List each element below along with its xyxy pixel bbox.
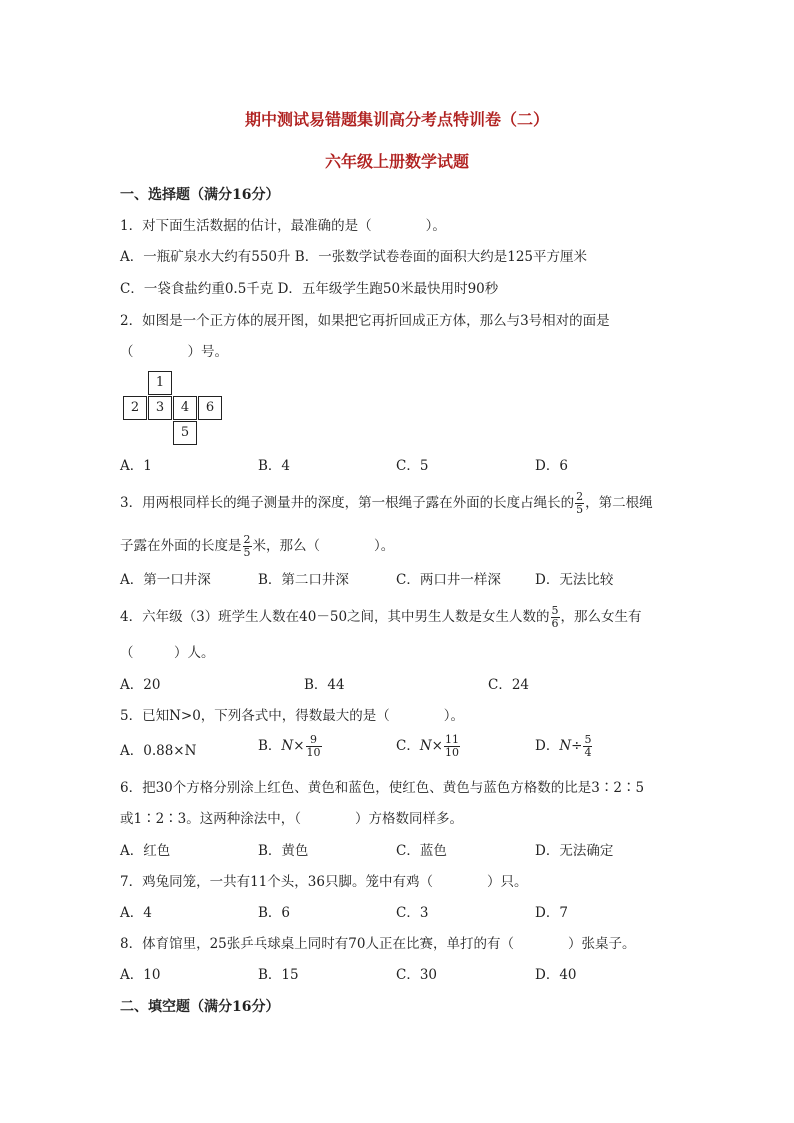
question-2-option-c: C．5	[396, 458, 429, 474]
question-1-options-ab: A．一瓶矿泉水大约有550升 B．一张数学试卷卷面的面积大约是125平方厘米	[120, 249, 587, 265]
question-2-stem-line2: （ ）号。	[120, 344, 228, 360]
cube-net-face: 5	[173, 421, 197, 445]
question-3-option-b: B．第二口井深	[258, 572, 349, 588]
fraction: $\frac{9}{10}$	[306, 733, 321, 759]
fraction: $\frac{5}{4}$	[584, 733, 592, 759]
question-5-option-c: C．N× $\frac{11}{10}$	[396, 733, 459, 759]
question-1-options-cd: C．一袋食盐约重0.5千克 D．五年级学生跑50米最快用时90秒	[120, 281, 499, 297]
fraction: $\frac{2}{5}$	[576, 490, 584, 516]
cube-net-face: 4	[173, 396, 197, 420]
question-2-stem: 2．如图是一个正方体的展开图，如果把它再折回成正方体，那么与3号相对的面是	[120, 313, 610, 329]
question-7-option-a: A．4	[120, 905, 152, 921]
question-8-stem: 8．体育馆里，25张乒乓球桌上同时有70人正在比赛，单打的有（ ）张桌子。	[120, 936, 636, 952]
question-6-stem: 6．把30个方格分别涂上红色、黄色和蓝色，使红色、黄色与蓝色方格数的比是3∶2∶5	[120, 780, 645, 796]
question-7-option-d: D．7	[535, 905, 568, 921]
question-3-stem-part1: 3．用两根同样长的绳子测量井的深度，第一根绳子露在外面的长度占绳长的	[120, 495, 575, 511]
question-2-option-b: B．4	[258, 458, 291, 474]
question-3-stem	[120, 491, 653, 516]
question-2-option-a: A．1	[120, 458, 152, 474]
cube-net-face: 3	[148, 396, 172, 420]
question-7-option-b: B．6	[258, 905, 291, 921]
question-4-option-c: C．24	[488, 677, 530, 693]
question-4-stem: 4．六年级（3）班学生人数在40－50之间，其中男生人数是女生人数的 $\frac{5}{6}$ ，那么女生有	[120, 604, 642, 630]
fraction: $\frac{2}{5}$	[243, 533, 251, 559]
question-7-stem: 7．鸡兔同笼，一共有11个头，36只脚。笼中有鸡（ ）只。	[120, 874, 528, 890]
question-8-option-c: C．30	[396, 967, 438, 983]
question-6-stem-line2: 或1∶2∶3。这两种涂法中，（ ）方格数同样多。	[120, 811, 464, 827]
question-1-stem: 1．对下面生活数据的估计，最准确的是（ ）。	[120, 218, 446, 234]
section-heading-choice: 一、选择题（满分16分）	[120, 187, 280, 203]
question-4-option-b: B．44	[304, 677, 345, 693]
question-7-option-c: C．3	[396, 905, 429, 921]
cube-net-face: 2	[123, 396, 147, 420]
question-6-option-b: B．黄色	[258, 843, 309, 859]
cube-net-face: 1	[148, 371, 172, 395]
question-4-option-a: A．20	[120, 677, 161, 693]
question-5-option-b: B．N× $\frac{9}{10}$	[258, 733, 321, 759]
question-5-stem: 5．已知N>0，下列各式中，得数最大的是（ ）。	[120, 708, 465, 724]
question-3-option-d: D．无法比较	[535, 572, 614, 588]
question-3-stem-line2: 子露在外面的长度是 $\frac{2}{5}$ 米，那么（ ）。	[120, 533, 395, 559]
fraction: $\frac{5}{6}$	[551, 604, 559, 630]
question-5-option-d: D．N÷ $\frac{5}{4}$	[535, 733, 592, 759]
exam-subtitle: 六年级上册数学试题	[324, 152, 469, 171]
question-2-option-d: D．6	[535, 458, 568, 474]
fraction: $\frac{11}{10}$	[444, 733, 459, 759]
question-5-option-a: A．0.88×N	[120, 743, 197, 759]
question-3-option-c: C．两口井一样深	[396, 572, 501, 588]
cube-net-face: 6	[198, 396, 222, 420]
question-8-option-b: B．15	[258, 967, 299, 983]
question-6-option-d: D．无法确定	[535, 843, 614, 859]
question-8-option-d: D．40	[535, 967, 577, 983]
question-6-option-a: A．红色	[120, 843, 171, 859]
question-8-option-a: A．10	[120, 967, 161, 983]
question-6-option-c: C．蓝色	[396, 843, 447, 859]
section-heading-fill: 二、填空题（满分16分）	[120, 999, 280, 1015]
question-4-stem-line2: （ ）人。	[120, 645, 215, 661]
question-3-stem-part2: ，第二根绳	[585, 495, 653, 511]
exam-title: 期中测试易错题集训高分考点特训卷（二）	[244, 110, 549, 129]
question-3-option-a: A．第一口井深	[120, 572, 211, 588]
